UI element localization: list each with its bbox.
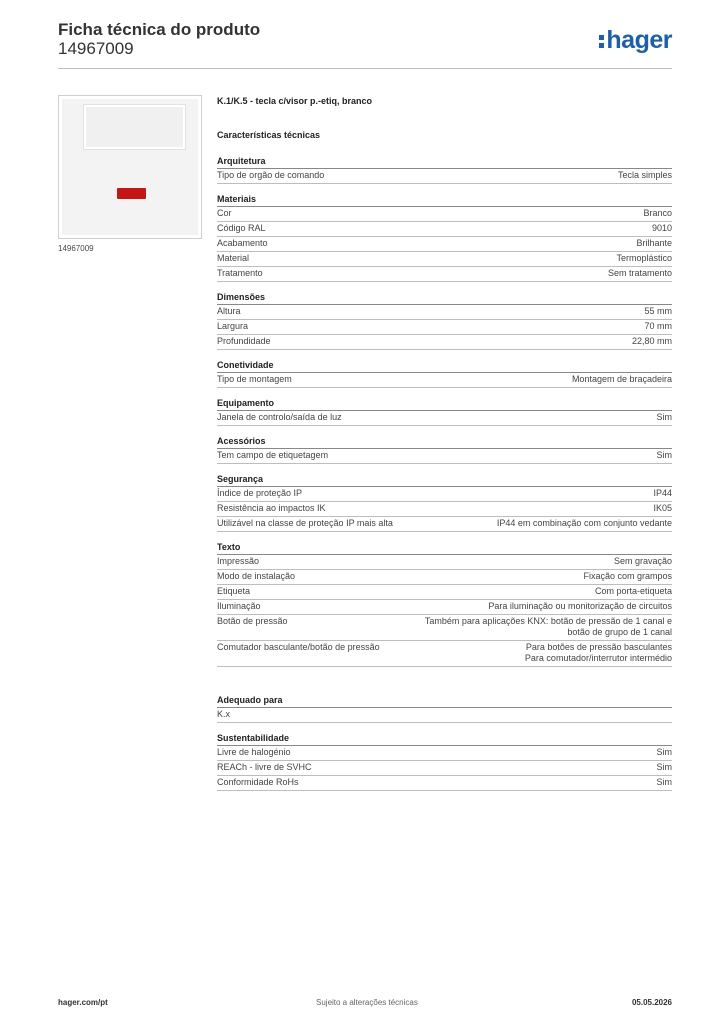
spec-value: Sim	[656, 777, 672, 787]
spec-row	[217, 169, 672, 184]
spec-label: Cor	[217, 208, 232, 218]
spec-content	[217, 96, 672, 801]
spec-group	[217, 194, 672, 282]
group-title: Equipamento	[217, 398, 672, 411]
image-caption: 14967009	[58, 244, 94, 253]
spec-row	[217, 237, 672, 252]
spec-group	[217, 156, 672, 184]
spec-row	[217, 517, 672, 532]
spec-value: Brilhante	[636, 238, 672, 248]
spec-value: Sem gravação	[613, 556, 672, 566]
product-name: K.1/K.5 - tecla c/visor p.-etiq, branco	[217, 96, 373, 106]
spec-row	[217, 761, 672, 776]
spec-value-line: Para botões de pressão basculantes	[525, 642, 672, 652]
spec-row	[217, 267, 672, 282]
spec-row	[217, 335, 672, 350]
spec-value: IK05	[653, 503, 672, 513]
group-title: Conetividade	[217, 360, 672, 373]
spec-value: Branco	[643, 208, 672, 218]
spec-value: Para iluminação ou monitorização de circuitos	[488, 601, 672, 611]
spec-label: K.x	[217, 709, 231, 719]
group-title: Segurança	[217, 474, 672, 487]
switch-plate	[62, 99, 198, 235]
spec-value: Termoplástico	[616, 253, 672, 263]
spec-value: Com porta-etiqueta	[594, 586, 672, 596]
spec-label: Comutador basculante/botão de pressão	[217, 642, 380, 652]
spec-row	[217, 222, 672, 237]
product-code: 14967009	[58, 39, 134, 58]
spec-value	[425, 616, 672, 638]
group-title: Dimensões	[217, 292, 672, 305]
spec-row	[217, 449, 672, 464]
footer-website: hager.com/pt	[58, 998, 108, 1007]
page-header	[58, 20, 672, 69]
footer-disclaimer: Sujeito a alterações técnicas	[316, 998, 418, 1007]
spec-row	[217, 207, 672, 222]
group-title: Materiais	[217, 194, 672, 207]
spec-label: Índice de proteção IP	[217, 488, 303, 498]
spec-label: Tipo de orgão de comando	[217, 170, 325, 180]
spec-label: Material	[217, 253, 250, 263]
spec-value: 22,80 mm	[631, 336, 672, 346]
spec-group	[217, 542, 672, 667]
spec-value: Montagem de braçadeira	[571, 374, 672, 384]
spec-label: Utilizável na classe de proteção IP mais alta	[217, 518, 393, 528]
spec-row	[217, 320, 672, 335]
spec-label: Tem campo de etiquetagem	[217, 450, 329, 460]
label-window	[84, 105, 185, 149]
spec-label: Profundidade	[217, 336, 271, 346]
spec-label: Janela de controlo/saída de luz	[217, 412, 342, 422]
spec-row	[217, 502, 672, 517]
spec-label: Código RAL	[217, 223, 266, 233]
spec-group	[217, 733, 672, 791]
spec-value: Sim	[656, 762, 672, 772]
logo-dots-icon	[599, 32, 604, 51]
logo-text: hager	[606, 26, 672, 54]
spec-value: Fixação com grampos	[583, 571, 672, 581]
group-title: Sustentabilidade	[217, 733, 672, 746]
spec-value: Sim	[656, 747, 672, 757]
spec-row	[217, 555, 672, 570]
group-title: Arquitetura	[217, 156, 672, 169]
group-title: Adequado para	[217, 695, 672, 708]
footer-date: 05.05.2026	[631, 998, 672, 1007]
spec-value: Sem tratamento	[607, 268, 672, 278]
spec-value: 70 mm	[644, 321, 672, 331]
spec-value: 55 mm	[644, 306, 672, 316]
group-title: Texto	[217, 542, 672, 555]
spec-group	[217, 360, 672, 388]
red-indicator	[117, 188, 146, 199]
spec-label: Livre de halogénio	[217, 747, 291, 757]
spec-value-line: Também para aplicações KNX: botão de pressão de 1 canal e	[424, 616, 672, 626]
spec-row	[217, 411, 672, 426]
spec-row	[217, 641, 672, 667]
spec-label: Impressão	[217, 556, 260, 566]
spec-row	[217, 305, 672, 320]
spec-row	[217, 776, 672, 791]
spec-row	[217, 487, 672, 502]
spec-value: Sim	[656, 450, 672, 460]
spec-label: Modo de instalação	[217, 571, 296, 581]
spec-label: REACh - livre de SVHC	[217, 762, 312, 772]
spec-value: Tecla simples	[617, 170, 672, 180]
spec-row	[217, 585, 672, 600]
spec-value: IP44 em combinação com conjunto vedante	[496, 518, 672, 528]
spec-group	[217, 292, 672, 350]
group-title: Acessórios	[217, 436, 672, 449]
spec-group	[217, 398, 672, 426]
spec-label: Iluminação	[217, 601, 261, 611]
spec-label: Acabamento	[217, 238, 268, 248]
spec-value: Sim	[656, 412, 672, 422]
spec-group	[217, 695, 672, 723]
spec-value: 9010	[651, 223, 672, 233]
section-title: Características técnicas	[217, 130, 321, 140]
hager-logo	[599, 26, 672, 55]
spec-row	[217, 373, 672, 388]
spec-label: Conformidade RoHs	[217, 777, 299, 787]
spec-row	[217, 746, 672, 761]
spec-label: Largura	[217, 321, 249, 331]
spec-label: Tipo de montagem	[217, 374, 292, 384]
spec-row	[217, 615, 672, 641]
spec-value-line: botão de grupo de 1 canal	[567, 627, 672, 637]
spec-label: Etiqueta	[217, 586, 251, 596]
spec-groups	[217, 156, 672, 791]
page-title: Ficha técnica do produto	[58, 20, 261, 39]
spec-value	[525, 642, 672, 664]
spec-group	[217, 474, 672, 532]
spec-row	[217, 570, 672, 585]
spec-row	[217, 708, 672, 723]
spec-label: Altura	[217, 306, 241, 316]
spec-value-line: Para comutador/interrutor intermédio	[524, 653, 672, 663]
spec-row	[217, 252, 672, 267]
spec-row	[217, 600, 672, 615]
spec-group	[217, 436, 672, 464]
spec-value: IP44	[653, 488, 672, 498]
spec-label: Resistência ao impactos IK	[217, 503, 326, 513]
product-image	[58, 95, 202, 239]
spec-label: Tratamento	[217, 268, 263, 278]
spec-label: Botão de pressão	[217, 616, 288, 626]
